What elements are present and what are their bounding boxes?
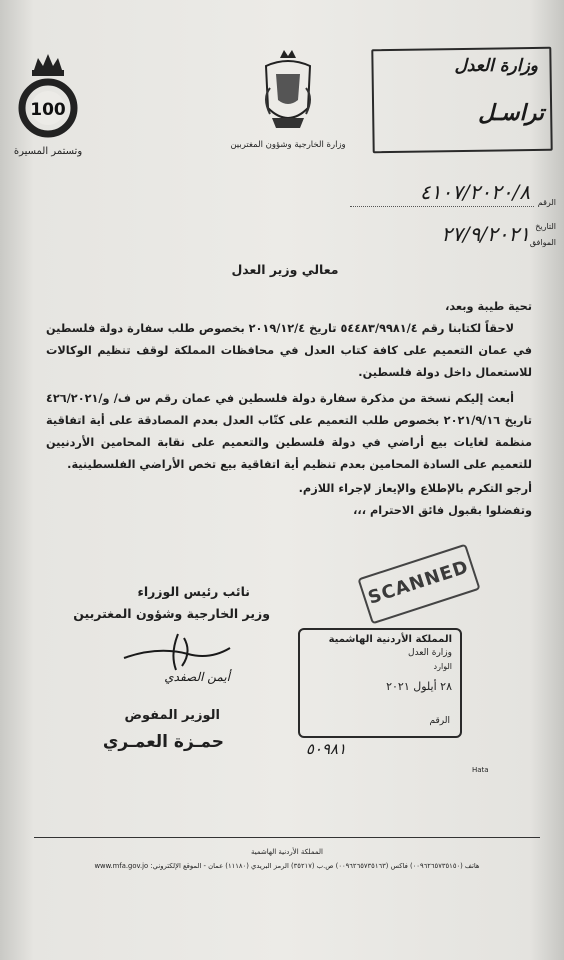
delegate-name: حمـزة العمـري: [102, 732, 224, 752]
ministry-name: وزارة الخارجية وشؤون المغتربين: [230, 140, 346, 150]
signatory-title-1: نائب رئيس الوزراء: [137, 584, 250, 599]
received-stamp-line-1: المملكة الأردنية الهاشمية: [328, 634, 452, 645]
signature-icon: [118, 628, 238, 674]
paragraph-2: أبعث إليكم نسخة من مذكرة سفارة دولة فلسطين في عمان رقم س ف/ و/٤٢٦/٢٠٢١ تاريخ ٢٠٢١/٩/١٦ بخصوص طلب التعميم على كتّاب العدل بعدم المصادقة على أية اتفاقية منظمة لغايات بيع أراضي في دولة فلسطين والتعميم على نقابة المحامين الأردنيين للتعميم على السادة المحامين بعدم تنظيم أية اتفاقية بيع تخص الأراضي الفلسطينية.: [46, 392, 532, 471]
logo-caption: وتستمر المسيرة: [13, 146, 83, 157]
footer-line-1: المملكة الأردنية الهاشمية: [250, 848, 324, 856]
signatory-name: أيمن الصفدي: [164, 670, 230, 684]
footer-divider: [34, 837, 540, 838]
ref-number-line: [350, 206, 534, 207]
signatory-title-2: وزير الخارجية وشؤون المغتربين: [73, 606, 270, 621]
received-stamp-no-value: ٥٠٩٨١: [305, 740, 347, 758]
greeting: تحية طيبة وبعد،: [445, 300, 532, 313]
ref-match-label: الموافق: [529, 238, 556, 247]
paragraph-1: لاحقاً لكتابنا رقم ٥٤٤٨٣/٩٩٨١/٤ تاريخ ٢٠١٩/١٢/٤ بخصوص طلب سفارة دولة فلسطين في عمان التعميم على كافة كتاب العدل في محافظات المملكة لوقف تنظيم الوكالات للاستعمال داخل دولة فلسطين.: [46, 322, 532, 379]
received-stamp-line-3: الوارد: [433, 662, 452, 671]
stamp-word: تراسـل: [478, 100, 544, 126]
coat-of-arms-icon: [258, 48, 318, 138]
ref-number-label: الرقم: [537, 198, 556, 207]
ref-number-value: ٤١٠٧/٢٠٢٠/٨: [419, 180, 530, 204]
svg-text:100: 100: [30, 100, 66, 120]
ref-date-label: التاريخ: [535, 222, 556, 231]
letter-body: [46, 296, 532, 522]
delegate-title: الوزير المفوض: [124, 708, 220, 723]
page-note: Hata: [472, 766, 489, 774]
closing-line: وتفضلوا بقبول فائق الاحترام ،،،: [353, 504, 532, 517]
ref-date-value: ٢٧/٩/٢٠٢١: [441, 222, 530, 246]
received-stamp-line-2: وزارة العدل: [408, 648, 452, 658]
request-line: أرجو التكرم بالإطلاع والإيعاز لإجراء اللازم.: [298, 482, 532, 495]
stamp-title: وزارة العدل: [454, 56, 538, 76]
addressee: معالي وزير العدل: [231, 262, 339, 277]
received-stamp-date: ٢٨ أيلول ٢٠٢١: [386, 680, 452, 693]
footer-line-2: هاتف (٠٠٩٦٢٦٥٧٣٥١٥٠) فاكس (٠٠٩٦٢٦٥٧٣٥١٦٣) ص.ب (٣٥٢١٧) الرمز البريدي (١١١٨٠) عمان - الموقع الإلكتروني: www.mfa.gov.jo: [94, 862, 480, 870]
received-stamp-no-label: الرقم: [429, 716, 450, 726]
scanned-stamp: SCANNED: [357, 544, 480, 625]
